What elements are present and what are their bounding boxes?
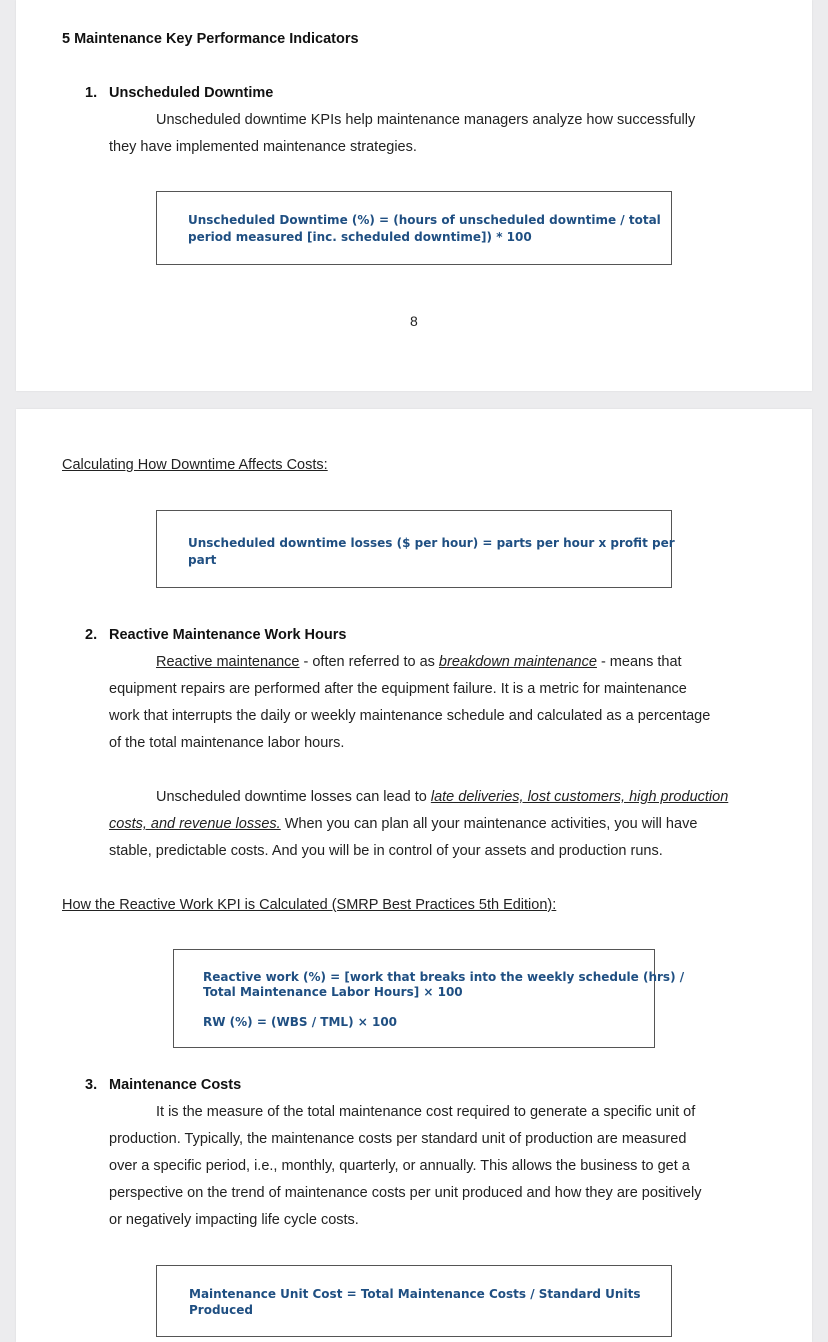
section-3-heading: Maintenance Costs [109,1077,242,1093]
formula-reactive-line-3: RW (%) = (WBS / TML) × 100 [203,1015,398,1029]
formula-box-downtime-losses [156,510,675,588]
section-3-paragraph-line-3: over a specific period, i.e., monthly, quarterly, or annually. This allows the business to get a [109,1158,690,1174]
section-2-paragraph-1-line-2: equipment repairs are performed after the equipment failure. It is a metric for maintenance [109,681,687,697]
section-2-paragraph-1-line-3: work that interrupts the daily or weekly maintenance schedule and calculated as a percentage [109,708,711,724]
formula-box-reactive-work [173,949,685,1048]
document-title: 5 Maintenance Key Performance Indicators [62,31,359,47]
formula-unit-cost-line-1: Maintenance Unit Cost = Total Maintenance Costs / Standard Units [189,1287,641,1301]
section-3-paragraph-line-4: perspective on the trend of maintenance costs per unit produced and how they are positively [109,1185,702,1201]
formula-reactive-line-2: Total Maintenance Labor Hours] × 100 [203,985,463,999]
section-2-paragraph-2-line-2: costs, and revenue losses. When you can plan all your maintenance activities, you will have [109,816,698,832]
formula-downtime-line-1: Unscheduled Downtime (%) = (hours of unscheduled downtime / total [188,213,661,227]
section-1-paragraph-line-1: Unscheduled downtime KPIs help maintenance managers analyze how successfully [156,112,696,128]
section-1-number: 1. [85,85,98,101]
reactive-maintenance-link[interactable]: Reactive maintenance [156,654,300,670]
formula-losses-line-2: part [188,553,217,567]
formula-losses-line-1: Unscheduled downtime losses ($ per hour) = parts per hour x profit per [188,536,675,550]
section-2-paragraph-2-line-3: stable, predictable costs. And you will be in control of your assets and production runs. [109,843,663,859]
breakdown-maintenance-link[interactable]: breakdown maintenance [438,654,597,670]
document-page-1 [16,0,812,391]
section-2-paragraph-1-line-4: of the total maintenance labor hours. [109,735,345,751]
section-3-paragraph-line-5: or negatively impacting life cycle costs. [109,1212,359,1228]
formula-box-unit-cost [156,1265,672,1337]
document-page-2 [16,409,812,1342]
formula-reactive-line-1: Reactive work (%) = [work that breaks into the weekly schedule (hrs) / [203,970,685,984]
page-number: 8 [410,313,418,329]
formula-downtime-line-2: period measured [inc. scheduled downtime]) * 100 [188,230,532,244]
section-2-heading: Reactive Maintenance Work Hours [109,627,347,643]
section-2-paragraph-2-line-1: Unscheduled downtime losses can lead to late deliveries, lost customers, high production [156,789,729,805]
costs-subheading: Calculating How Downtime Affects Costs: [62,457,328,473]
section-1-heading: Unscheduled Downtime [109,85,274,101]
section-3-paragraph-line-1: It is the measure of the total maintenance cost required to generate a specific unit of [156,1104,696,1120]
reactive-kpi-subheading: How the Reactive Work KPI is Calculated (SMRP Best Practices 5th Edition): [62,897,557,913]
section-2-paragraph-1-line-1: Reactive maintenance - often referred to as breakdown maintenance - means that [156,654,682,670]
section-1-paragraph-line-2: they have implemented maintenance strategies. [109,139,417,155]
section-3-paragraph-line-2: production. Typically, the maintenance costs per standard unit of production are measured [109,1131,687,1147]
section-3-number: 3. [85,1077,98,1093]
revenue-losses-link[interactable]: costs, and revenue losses. [109,816,281,832]
formula-unit-cost-line-2: Produced [189,1303,253,1317]
late-deliveries-link[interactable]: late deliveries, lost customers, high production [430,789,729,805]
formula-box-downtime [156,191,672,265]
section-2-number: 2. [85,627,98,643]
